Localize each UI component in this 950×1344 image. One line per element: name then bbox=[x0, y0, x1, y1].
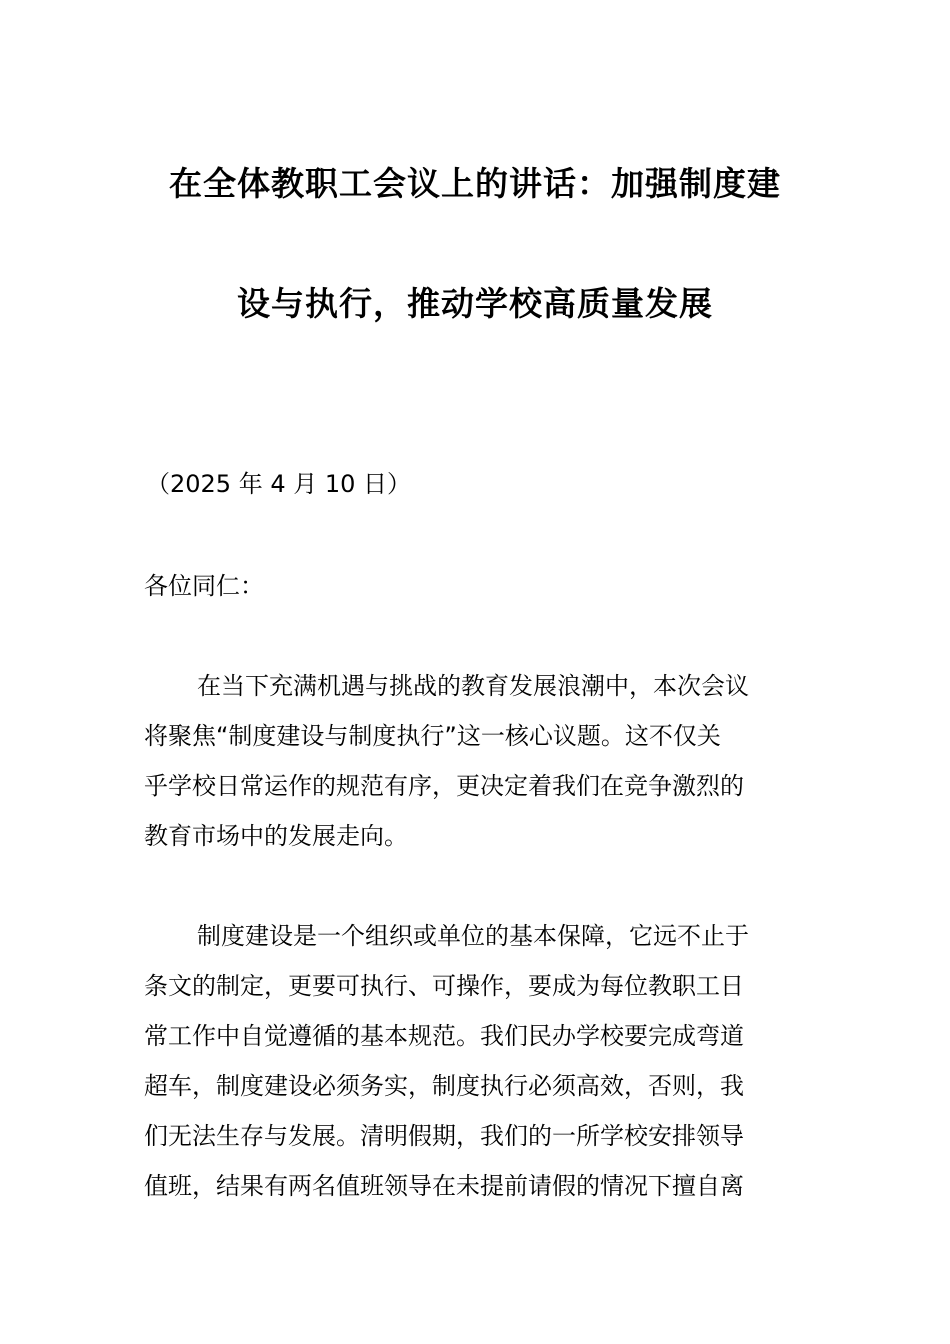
paragraph-1-line-4: 教育市场中的发展走向。 bbox=[144, 822, 408, 850]
paragraph-1-line-3: 乎学校日常运作的规范有序，更决定着我们在竞争激烈的 bbox=[144, 772, 744, 800]
paragraph-2-line-6: 值班，结果有两名值班领导在未提前请假的情况下擅自离 bbox=[144, 1172, 744, 1200]
paragraph-2-line-5: 们无法生存与发展。清明假期，我们的一所学校安排领导 bbox=[144, 1122, 744, 1150]
paragraph-2-line-4: 超车，制度建设必须务实，制度执行必须高效，否则，我 bbox=[144, 1072, 744, 1100]
greeting: 各位同仁： bbox=[144, 572, 264, 600]
paragraph-1-line-2: 将聚焦“制度建设与制度执行”这一核心议题。这不仅关 bbox=[144, 722, 721, 750]
document-title-line-2: 设与执行，推动学校高质量发展 bbox=[237, 284, 713, 323]
paragraph-2-line-1: 制度建设是一个组织或单位的基本保障，它远不止于 bbox=[197, 922, 749, 950]
paragraph-2-line-3: 常工作中自觉遵循的基本规范。我们民办学校要完成弯道 bbox=[144, 1022, 744, 1050]
paragraph-2-line-2: 条文的制定，更要可执行、可操作，要成为每位教职工日 bbox=[144, 972, 744, 1000]
document-date: （2025 年 4 月 10 日） bbox=[146, 470, 412, 498]
paragraph-1-line-1: 在当下充满机遇与挑战的教育发展浪潮中，本次会议 bbox=[197, 672, 749, 700]
document-title-line-1: 在全体教职工会议上的讲话：加强制度建 bbox=[169, 164, 781, 203]
